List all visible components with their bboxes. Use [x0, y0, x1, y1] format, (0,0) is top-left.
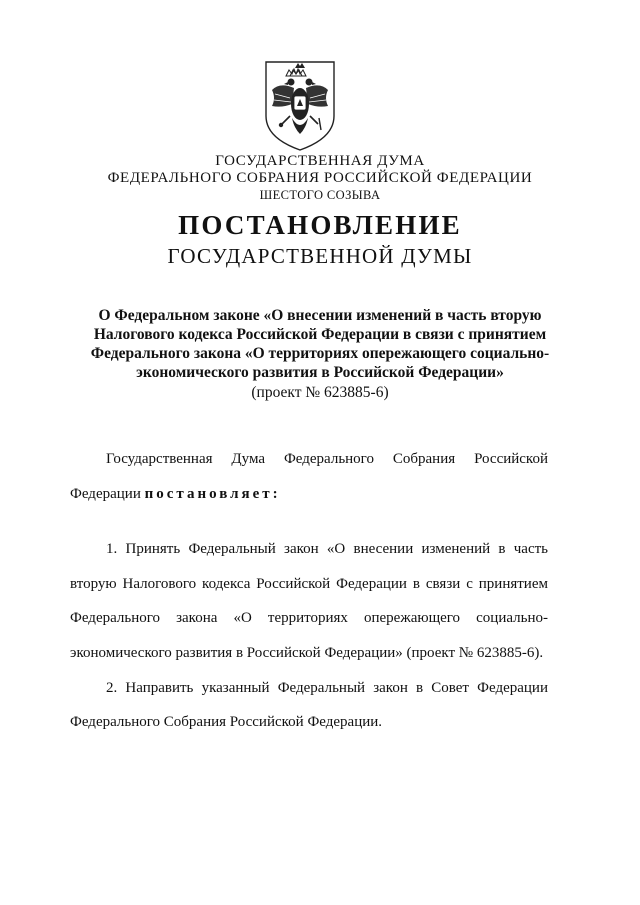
russian-coat-of-arms-icon — [262, 58, 338, 154]
item-1-line-3: Федерального закона «О территориях опережающего социально- — [70, 610, 548, 626]
preamble-line-1: Государственная Дума Федерального Собрания Российской — [106, 451, 548, 467]
preamble-line-2 — [70, 485, 548, 503]
subject-line-2: Налогового кодекса Российской Федерации в связи с принятием — [93, 326, 547, 343]
item-1-line-2: вторую Налогового кодекса Российской Федерации в связи с принятием — [70, 576, 548, 592]
item-2-line-2: Федерального Собрания Российской Федерации. — [70, 714, 383, 730]
preamble-start: Федерации — [70, 486, 141, 502]
convocation: ШЕСТОГО СОЗЫВА — [259, 188, 381, 202]
subject-line-1: О Федеральном законе «О внесении изменений в часть вторую — [98, 307, 542, 324]
org-name-line-2: ФЕДЕРАЛЬНОГО СОБРАНИЯ РОССИЙСКОЙ ФЕДЕРАЦИИ — [107, 170, 533, 186]
project-number: (проект № 623885-6) — [251, 384, 389, 401]
document-type-title: ПОСТАНОВЛЕНИЕ — [178, 210, 462, 240]
item-2-line-1: 2. Направить указанный Федеральный закон в Совет Федерации — [106, 680, 548, 696]
subject-line-3: Федерального закона «О территориях опережающего социально- — [90, 345, 550, 362]
subject-line-4: экономического развития в Российской Федерации» — [136, 364, 504, 381]
resolves-keyword: постановляет: — [144, 486, 281, 502]
item-1-line-1: 1. Принять Федеральный закон «О внесении изменений в часть — [106, 541, 548, 557]
item-1-line-4: экономического развития в Российской Федерации» (проект № 623885-6). — [70, 645, 544, 661]
document-type-subtitle: ГОСУДАРСТВЕННОЙ ДУМЫ — [167, 244, 473, 268]
org-name-line-1: ГОСУДАРСТВЕННАЯ ДУМА — [215, 153, 425, 169]
